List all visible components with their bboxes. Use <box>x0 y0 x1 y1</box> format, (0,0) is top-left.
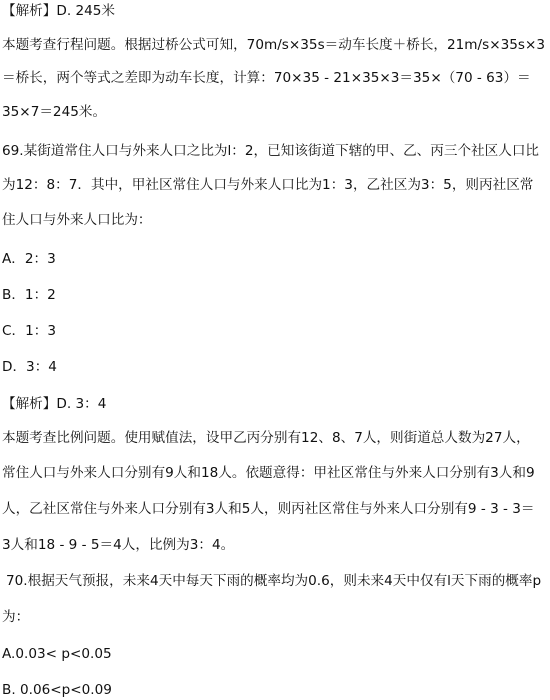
option-d-69: D．3：4 <box>2 359 57 375</box>
option-b-69: B．1：2 <box>2 287 56 303</box>
option-c-69: C．1：3 <box>2 323 56 339</box>
analysis-text-69-line-2: 常住人口与外来人口分别有9人和18人。依题意得：甲社区常住与外来人口分别有3人和9 <box>2 465 535 481</box>
analysis-text-69-line-1: 本题考查比例问题。使用赋值法，设甲乙丙分别有12、8、7人，则街道总人数为27人， <box>2 430 530 446</box>
analysis-heading-68: 【解析】D. 245米 <box>2 3 116 19</box>
option-a-69: A．2：3 <box>2 251 56 267</box>
analysis-text-69-line-3: 人，乙社区常住与外来人口分别有3人和5人，则丙社区常住与外来人口分别有9 - 3 - 3＝ <box>2 501 535 517</box>
option-a-70: A.0.03< p<0.05 <box>2 646 112 662</box>
option-b-70: B. 0.06<p<0.09 <box>2 682 112 698</box>
question-69-line-3: 住人口与外来人口比为： <box>2 212 152 228</box>
analysis-heading-69: 【解析】D. 3：4 <box>2 396 107 412</box>
analysis-text-68-line-1: 本题考查行程问题。根据过桥公式可知，70m/s×35s＝动车长度＋桥长，21m/s×35s×3 <box>2 37 546 53</box>
question-69-line-2: 为12：8：7．其中，甲社区常住人口与外来人口比为1：3，乙社区为3：5，则丙社区常 <box>2 177 534 193</box>
analysis-text-69-line-4: 3人和18 - 9 - 5＝4人，比例为3：4。 <box>2 537 235 553</box>
question-69-line-1: 69.某街道常住人口与外来人口之比为l：2，已知该街道下辖的甲、乙、丙三个社区人口比 <box>2 143 540 159</box>
question-70-line-2: 为： <box>2 609 30 625</box>
analysis-text-68-line-2: ＝桥长，两个等式之差即为动车长度，计算：70×35 - 21×35×3＝35×（70 - 63）＝ <box>2 70 531 86</box>
question-70-line-1: 70.根据天气预报，未来4天中每天下雨的概率均为0.6，则未来4天中仅有l天下雨的概率p <box>6 573 542 589</box>
analysis-text-68-line-3: 35×7＝245米。 <box>2 104 107 120</box>
